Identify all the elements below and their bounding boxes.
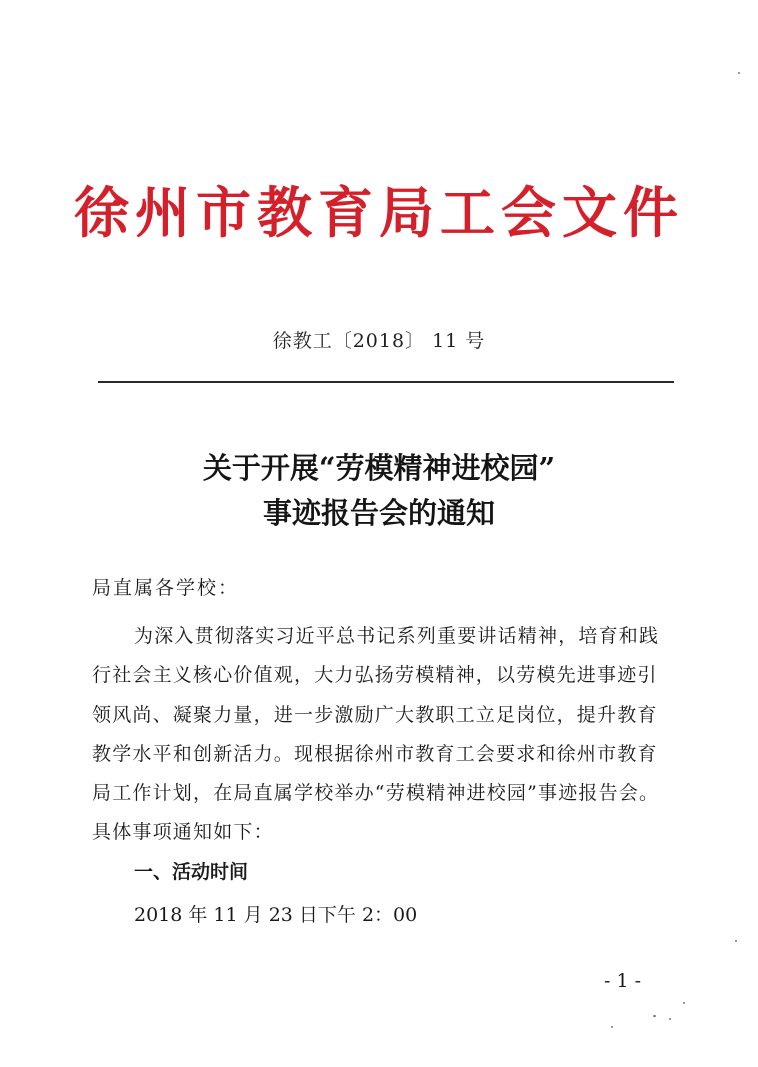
notice-title-line-1: 关于开展“劳模精神进校园” (202, 451, 556, 485)
body-paragraph-line: 局工作计划，在局直属学校举办“劳模精神进校园”事迹报告会。 (92, 782, 660, 804)
section-heading-activity-time: 一、活动时间 (134, 861, 249, 883)
page-number: - 1 - (604, 970, 642, 992)
scan-speck (683, 1002, 685, 1004)
header-divider (98, 381, 674, 383)
scan-speck (611, 1026, 613, 1028)
body-paragraph-line: 教学水平和创新活力。现根据徐州市教育工会要求和徐州市教育 (92, 743, 658, 765)
salutation: 局直属各学校： (92, 577, 240, 599)
body-paragraph-line: 领风尚、凝聚力量，进一步激励广大教职工立足岗位，提升教育 (92, 704, 658, 726)
body-paragraph-line: 为深入贯彻落实习近平总书记系列重要讲话精神，培育和践 (134, 625, 660, 647)
document-number: 徐教工〔2018〕 11 号 (272, 330, 486, 352)
activity-time-value: 2018 年 11 月 23 日下午 2：00 (134, 904, 418, 926)
notice-title-line-2: 事迹报告会的通知 (262, 496, 495, 530)
scan-speck (738, 72, 740, 74)
scan-speck (735, 940, 737, 942)
document-header-title: 徐州市教育局工会文件 (73, 180, 684, 245)
body-paragraph-line: 行社会主义核心价值观，大力弘扬劳模精神，以劳模先进事迹引 (92, 664, 658, 686)
body-paragraph-line: 具体事项通知如下： (92, 821, 274, 843)
scan-speck (669, 1018, 671, 1020)
scan-speck (653, 1015, 656, 1017)
